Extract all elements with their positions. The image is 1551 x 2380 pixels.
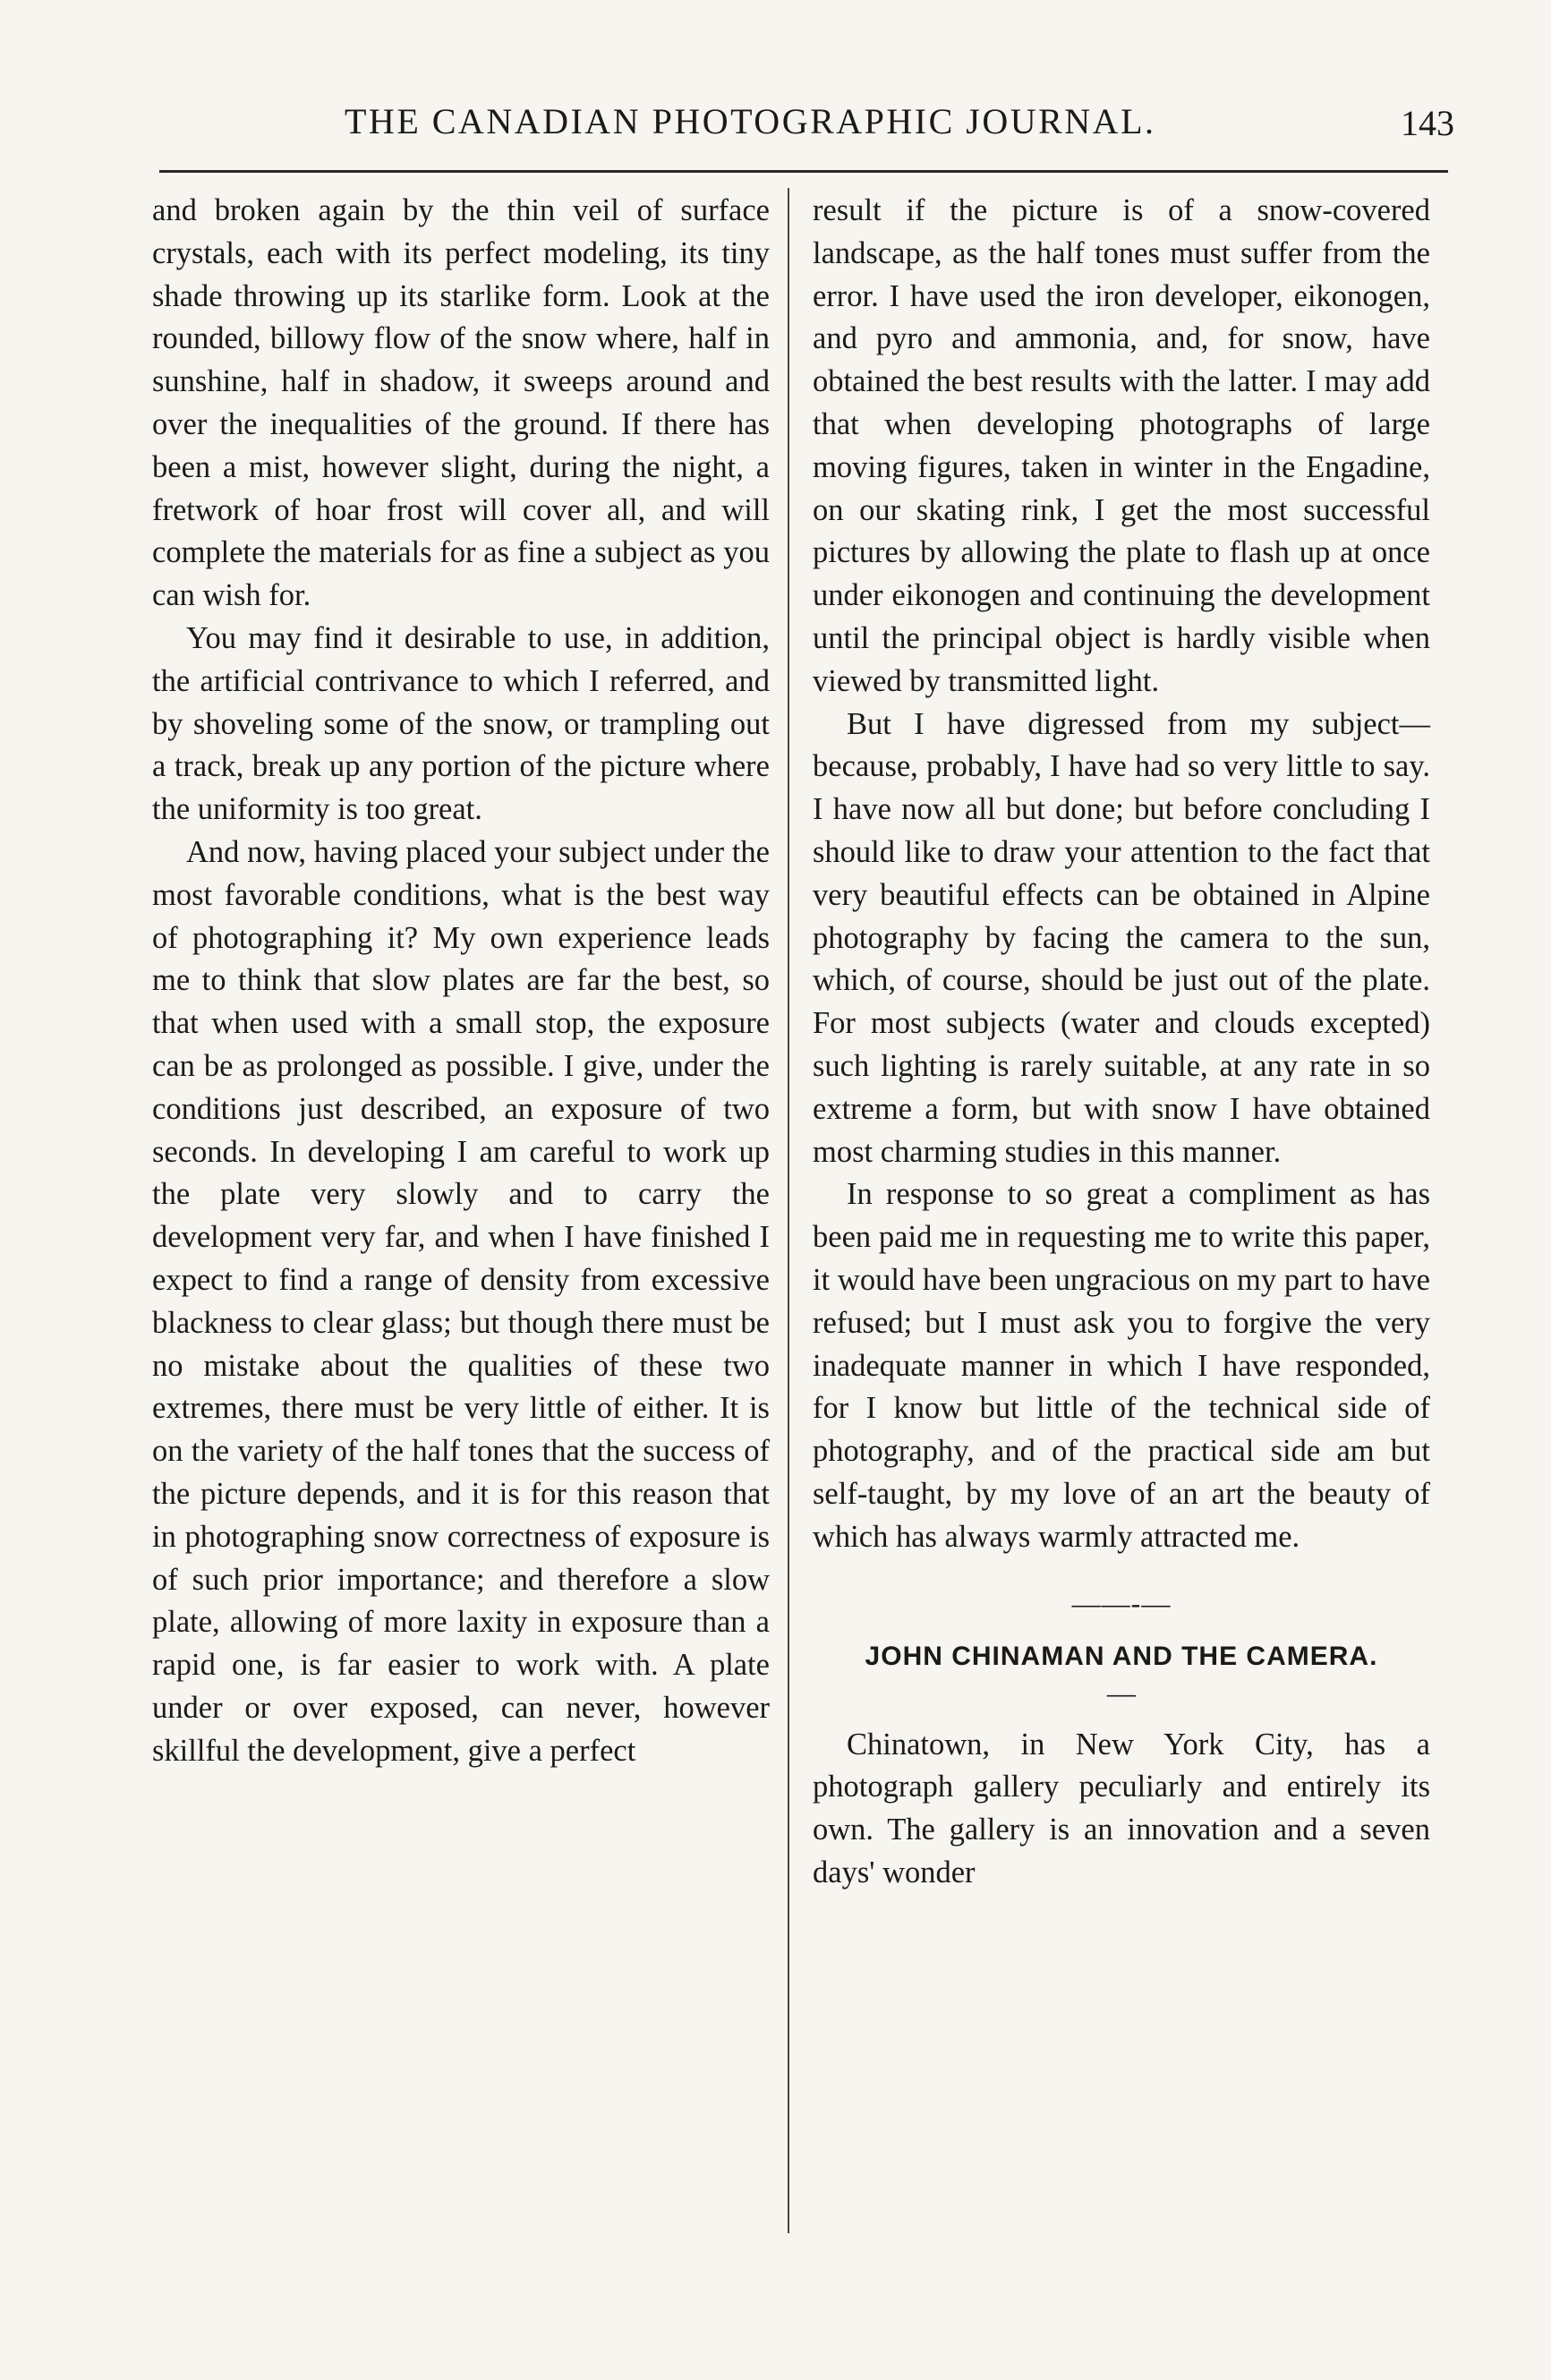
section-separator: ——-— [1071,1586,1172,1619]
page-number: 143 [1401,103,1454,143]
paragraph: And now, having placed your subject under the most favorable conditions, what is the best way of photographing it? My own experience leads me to think that slow plates are far the best, so that when used with a small stop, the exposure can be as prolonged as possible. I give, under the conditions just described, an exposure of two seconds. In developing I am careful to work up the plate very slowly and to carry the development very far, and when I have finished I expect to find a range of density from excessive blackness to clear glass; but though there must be no mistake about the qualities of these two extremes, there must be very little of either. It is on the variety of the half tones that the success of the picture depends, and it is for this reason that in photographing snow correctness of exposure is of such prior importance; and therefore a slow plate, allowing of more laxity in exposure than a rapid one, is far easier to work with. A plate under or over exposed, can never, however skillful the development, give a perfect [152,834,770,1768]
paragraph: You may find it desirable to use, in addition, the artificial contrivance to which I referred, and by shoveling some of the snow, or trampling out a track, break up any portion of the picture where the uniformity is too great. [152,620,770,827]
paragraph: Chinatown, in New York City, has a photograph gallery peculiarly and entirely its own. The gallery is an innovation and a seven days' wonder [813,1727,1430,1889]
heading-separator: — [1107,1676,1136,1709]
paragraph: result if the picture is of a snow-covered landscape, as the half tones must suffer from the error. I have used the iron developer, eikonogen, and pyro and ammonia, and, for snow, have obtained the best results with the latter. I may add that when developing photographs of large moving figures, taken in winter in the Engadine, on our skating rink, I get the most successful pictures by allowing the plate to flash up at once under eikonogen and continuing the development until the principal object is hardly visible when viewed by transmitted light. [813,193,1430,698]
section-heading: JOHN CHINAMAN AND THE CAMERA. [865,1641,1378,1671]
right-column [813,190,1430,1895]
paragraph: In response to so great a compliment as has been paid me in requesting me to write this paper, it would have been ungracious on my part to have refused; but I must ask you to forgive the very inadequate manner in which I have responded, for I know but little of the technical side of photography, and of the practical side am but self-taught, by my love of an art the beauty of which has always warmly attracted me. [813,1177,1430,1554]
paragraph: But I have digressed from my subject—because, probably, I have had so very little to say. I have now all but done; but before concluding I should like to draw your attention to the fact that very beautiful effects can be obtained in Alpine photography by facing the camera to the sun, which, of course, should be just out of the plate. For most subjects (water and clouds excepted) such lighting is rarely suitable, at any rate in so extreme a form, but with snow I have obtained most charming studies in this manner. [813,706,1430,1169]
running-title: THE CANADIAN PHOTOGRAPHIC JOURNAL. [345,101,1156,141]
column-divider [788,188,789,2233]
paragraph: and broken again by the thin veil of surface crystals, each with its perfect modeling, its tiny shade throwing up its starlike form. Look at the rounded, billowy flow of the snow where, half in sunshine, half in shadow, it sweeps around and over the inequalities of the ground. If there has been a mist, however slight, during the night, a fretwork of hoar frost will cover all, and will complete the materials for as fine a subject as you can wish for. [152,193,770,613]
running-head [152,100,1454,154]
header-rule [159,170,1448,173]
left-column [152,190,770,1772]
